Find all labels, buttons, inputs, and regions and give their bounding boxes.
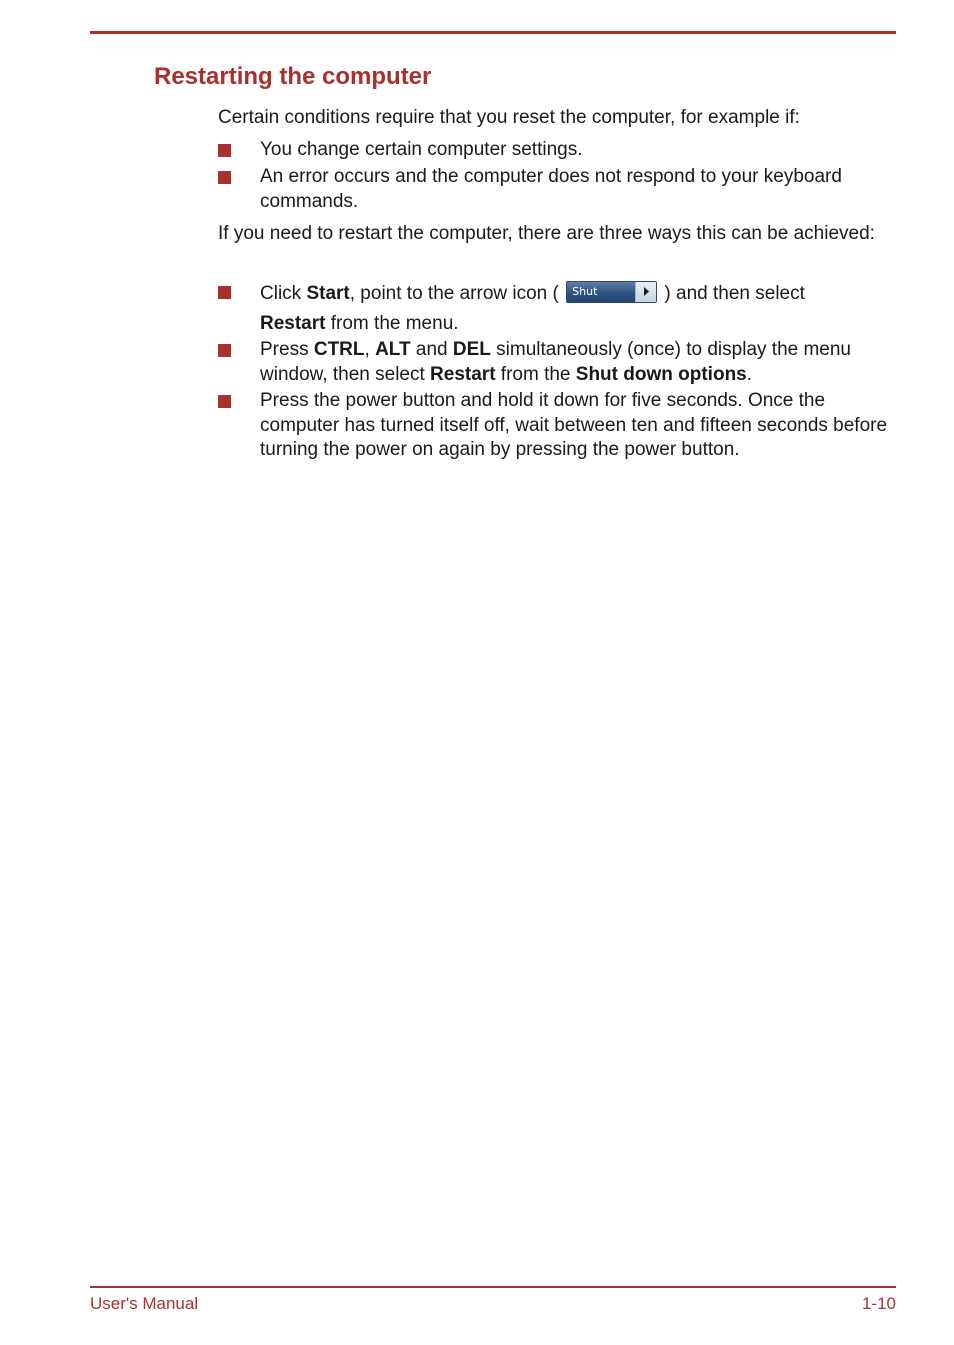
condition-text: An error occurs and the computer does not respond to your keyboard commands. (260, 166, 842, 212)
page-number: 1-10 (861, 1294, 896, 1313)
restart-intro-paragraph: If you need to restart the computer, there are three ways this can be achieved: (218, 223, 875, 244)
bullet-square-icon (218, 144, 231, 157)
header-rule (90, 31, 896, 34)
section-heading: Restarting the computer (154, 63, 432, 90)
footer-title: User's Manual (90, 1294, 199, 1313)
list-item (218, 138, 898, 163)
arrow-right-icon (635, 282, 656, 302)
list-item (218, 338, 898, 387)
shutdown-button-label: Shut down (572, 284, 602, 318)
list-item (218, 165, 898, 214)
shutdown-button (566, 281, 657, 318)
list-item (218, 282, 898, 342)
bullet-square-icon (218, 395, 231, 408)
bullet-square-icon (218, 344, 231, 357)
method-text: Click Start, point to the arrow icon ( Shut down ) and then select Restart from the menu. (260, 279, 898, 339)
bullet-square-icon (218, 286, 231, 299)
method-text: Press the power button and hold it down for five seconds. Once the computer has turned itself off, wait between ten and fifteen seconds before turning the power on again by pressing the power button. (260, 390, 888, 460)
condition-text: You change certain computer settings. (260, 139, 583, 160)
intro-paragraph: Certain conditions require that you reset the computer, for example if: (218, 107, 800, 128)
list-item (218, 389, 898, 463)
bullet-square-icon (218, 171, 231, 184)
method-text: Press CTRL, ALT and DEL simultaneously (once) to display the menu window, then select Restart from the Shut down options. (260, 339, 852, 385)
footer-rule (90, 1286, 896, 1288)
